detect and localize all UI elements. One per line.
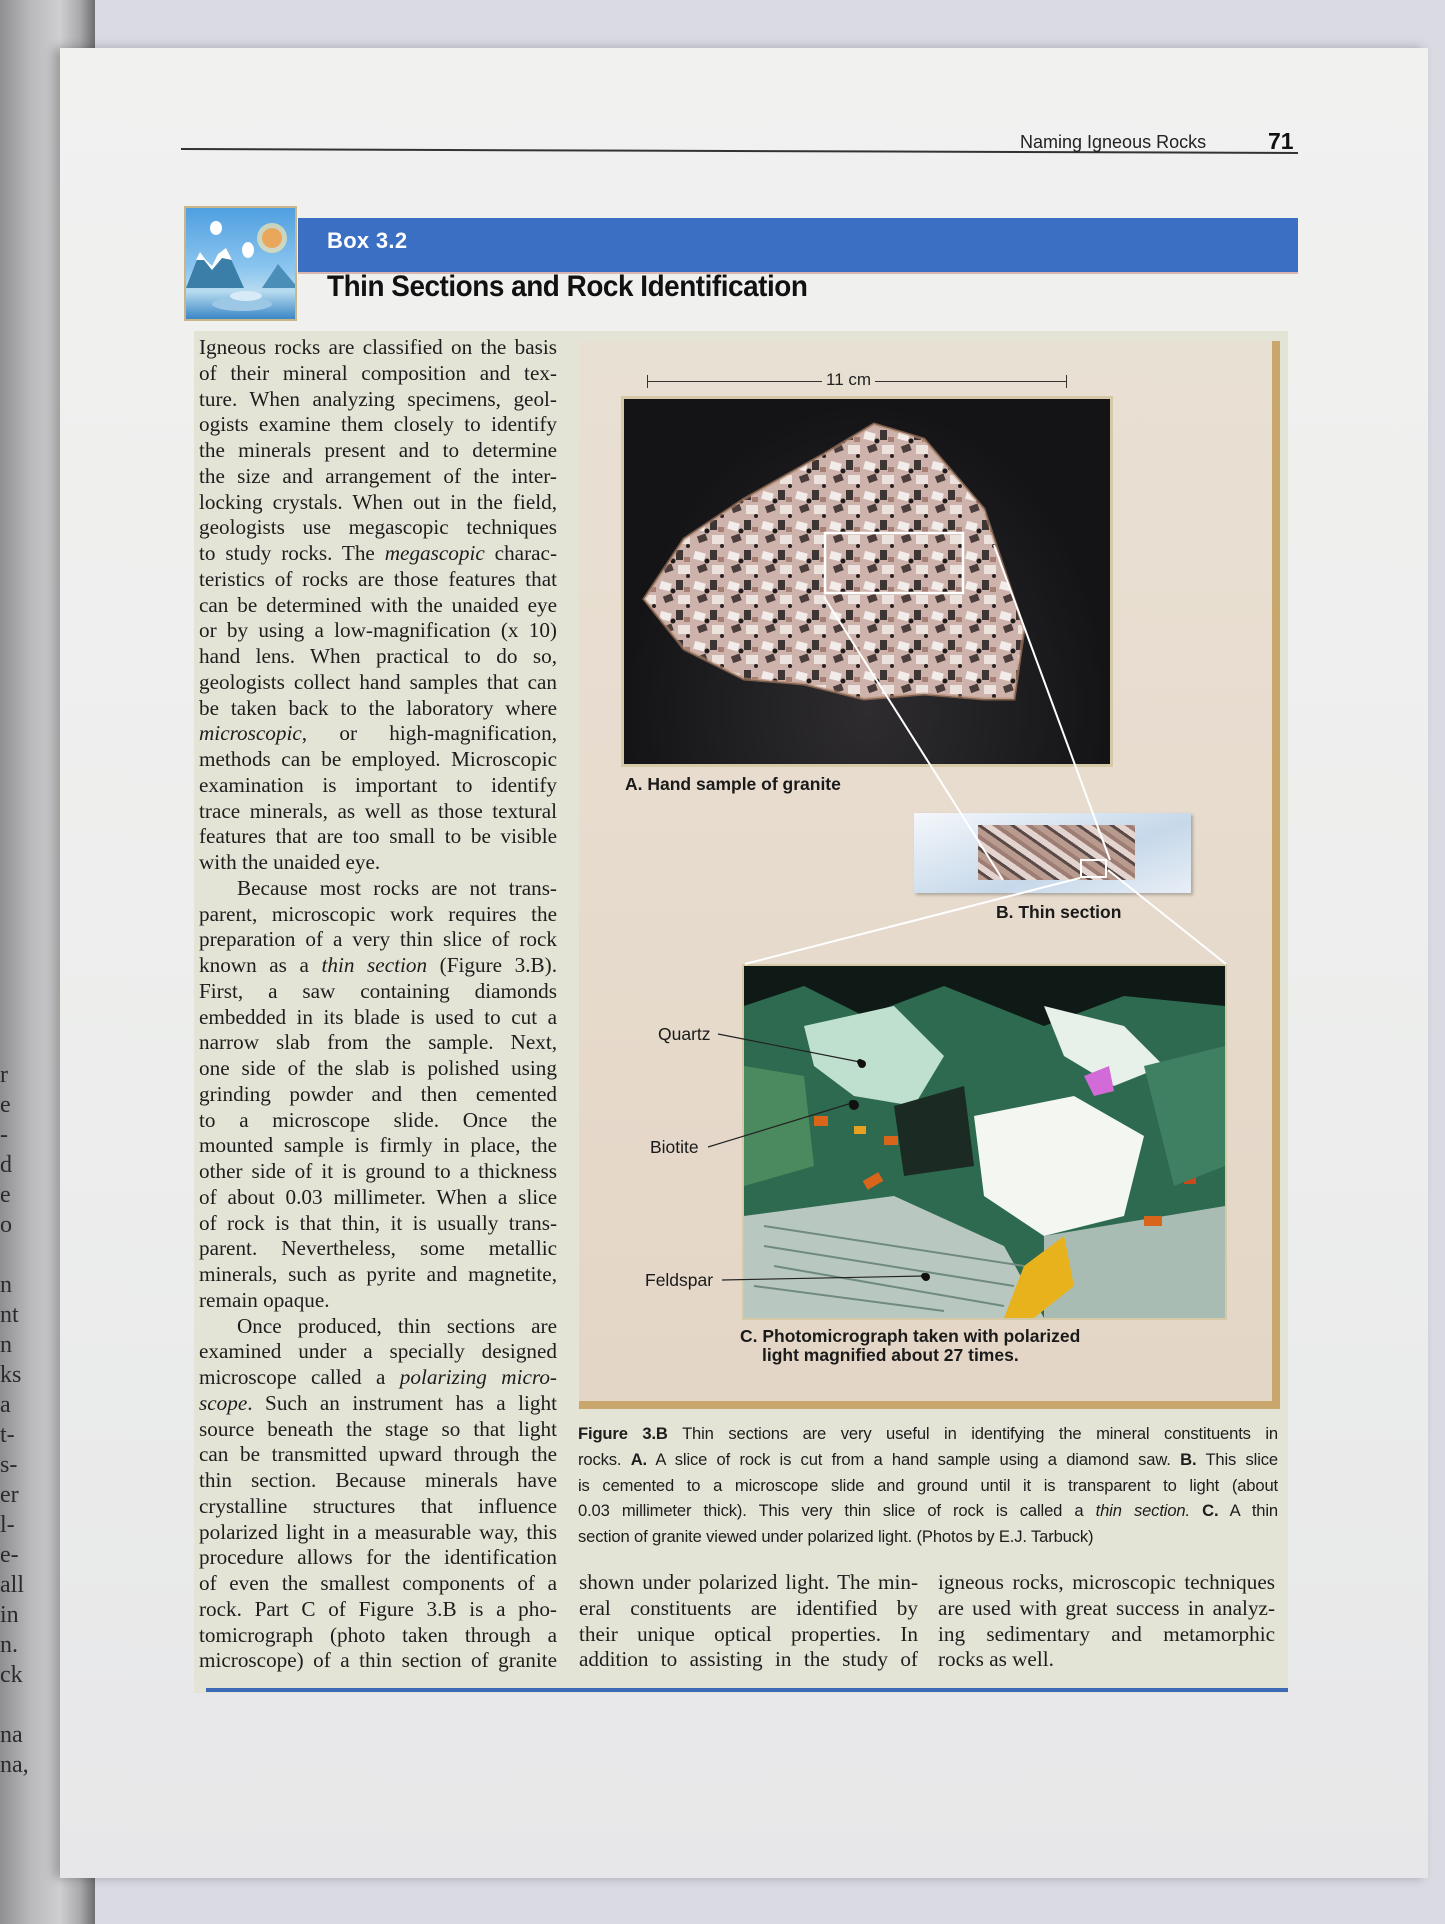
text-segment: scope bbox=[199, 1390, 248, 1415]
text-line bbox=[199, 1597, 557, 1623]
scale-label: 11 cm bbox=[822, 370, 875, 390]
box-header-bar bbox=[298, 218, 1298, 274]
photomicrograph bbox=[742, 964, 1227, 1320]
text-segment: A thin bbox=[1218, 1501, 1278, 1521]
facing-page-fragment: nt bbox=[0, 1302, 19, 1328]
facing-page-fragment: l- bbox=[0, 1512, 15, 1538]
text-line bbox=[199, 1339, 557, 1365]
text-segment: the minerals present and to determine bbox=[199, 438, 557, 462]
zoom-box-b bbox=[1080, 859, 1107, 878]
text-line bbox=[199, 1468, 557, 1494]
text-segment: First, a saw containing diamonds bbox=[199, 978, 557, 1003]
text-line bbox=[199, 490, 557, 516]
caption-a: A. Hand sample of granite bbox=[625, 774, 841, 794]
text-segment: crystalline structures that influence bbox=[199, 1493, 557, 1518]
scale-tick-right bbox=[1066, 375, 1067, 388]
text-segment: ture. When analyzing specimens, geol- bbox=[199, 386, 557, 411]
text-segment: thin section. Because minerals have bbox=[199, 1468, 557, 1492]
text-line bbox=[199, 1520, 557, 1546]
text-segment: Because most rocks are not trans- bbox=[237, 875, 557, 900]
text-segment: thin section. bbox=[1095, 1501, 1190, 1521]
text-segment: examination is important to identify bbox=[199, 772, 557, 797]
text-segment: features that are too small to be visible bbox=[199, 824, 557, 849]
label-quartz: Quartz bbox=[658, 1024, 711, 1044]
facing-page-fragment: s- bbox=[0, 1452, 18, 1478]
facing-page-fragment: na bbox=[0, 1722, 23, 1748]
text-segment: mounted sample is firmly in place, the bbox=[199, 1133, 557, 1158]
text-line bbox=[199, 1030, 557, 1056]
text-segment: Once produced, thin sections are bbox=[237, 1313, 557, 1338]
text-segment: locking crystals. When out in the field, bbox=[199, 489, 557, 514]
text-segment bbox=[1190, 1501, 1202, 1520]
text-line bbox=[199, 1005, 557, 1031]
text-line bbox=[199, 593, 557, 619]
text-line bbox=[199, 361, 557, 387]
text-segment: remain opaque. bbox=[199, 1287, 330, 1312]
text-line bbox=[578, 1449, 1278, 1475]
facing-page-fragment: n bbox=[0, 1272, 12, 1298]
text-line bbox=[199, 387, 557, 413]
caption-b: B. Thin section bbox=[996, 902, 1122, 922]
text-line bbox=[199, 1211, 557, 1237]
facing-page-fragment: n. bbox=[0, 1632, 18, 1658]
text-line bbox=[199, 1236, 557, 1262]
text-line bbox=[199, 902, 557, 928]
text-line bbox=[199, 1159, 557, 1185]
facing-page-fragment: er bbox=[0, 1482, 19, 1508]
text-segment: section of granite viewed under polarized light. (Photos by E.J. Tarbuck) bbox=[578, 1527, 1094, 1546]
text-line bbox=[199, 1623, 557, 1649]
text-segment: to study rocks. The bbox=[199, 541, 385, 565]
text-line bbox=[938, 1647, 1275, 1673]
text-segment: tomicrograph (photo taken through a bbox=[199, 1622, 557, 1647]
text-segment: (Figure 3.B). bbox=[427, 953, 558, 977]
text-line bbox=[938, 1596, 1275, 1622]
text-line bbox=[579, 1647, 918, 1673]
text-segment: A slice of rock is cut from a hand sample using a diamond saw. bbox=[647, 1449, 1181, 1469]
text-segment: . Such an instrument has a light bbox=[247, 1390, 557, 1415]
text-segment: microscopic bbox=[199, 721, 302, 746]
text-segment: addition to assisting in the study of bbox=[579, 1647, 918, 1672]
text-segment: their unique optical properties. In bbox=[579, 1621, 918, 1646]
text-line bbox=[199, 1648, 557, 1674]
text-line bbox=[199, 541, 557, 567]
label-feldspar: Feldspar bbox=[645, 1270, 714, 1290]
text-line bbox=[199, 515, 557, 541]
text-segment: Thin sections are very useful in identifying the mineral constituents in bbox=[667, 1424, 1279, 1443]
text-line bbox=[199, 1571, 557, 1597]
label-biotite: Biotite bbox=[650, 1137, 699, 1157]
landscape-icon bbox=[184, 206, 297, 321]
text-segment: ing sedimentary and metamorphic bbox=[938, 1621, 1275, 1646]
text-segment: is cemented to a microscope slide and ground until it is transparent to light (about bbox=[578, 1475, 1278, 1495]
text-line bbox=[199, 876, 557, 902]
text-segment: polarized light in a measurable way, this bbox=[199, 1519, 557, 1544]
text-line bbox=[199, 1494, 557, 1520]
text-segment: grinding powder and then cemented bbox=[199, 1081, 557, 1106]
text-line bbox=[199, 412, 557, 438]
text-segment: rocks. bbox=[578, 1449, 631, 1469]
text-line bbox=[199, 1417, 557, 1443]
text-segment: eral constituents are identified by bbox=[579, 1595, 918, 1620]
text-segment: rock. Part C of Figure 3.B is a pho- bbox=[199, 1596, 557, 1621]
page-number: 71 bbox=[1268, 128, 1294, 154]
text-line bbox=[199, 644, 557, 670]
text-segment: procedure allows for the identification bbox=[199, 1545, 557, 1570]
text-segment: geologists use megascopic techniques bbox=[199, 515, 557, 540]
text-segment: methods can be employed. Microscopic bbox=[199, 747, 557, 771]
text-line bbox=[578, 1423, 1278, 1449]
text-segment: shown under polarized light. The min- bbox=[579, 1570, 918, 1594]
text-line bbox=[578, 1500, 1278, 1526]
scale-bar bbox=[647, 370, 1067, 394]
facing-page-fragment bbox=[0, 1240, 40, 1270]
text-segment: of rock is that thin, it is usually trans- bbox=[199, 1210, 557, 1235]
text-segment: thin section bbox=[321, 953, 428, 977]
text-segment: other side of it is ground to a thickness bbox=[199, 1159, 557, 1183]
text-line bbox=[199, 1442, 557, 1468]
body-text-left-column bbox=[199, 335, 557, 1674]
text-segment: or by using a low-magnification (x 10) bbox=[199, 618, 557, 643]
thin-section-sample bbox=[978, 825, 1135, 880]
text-segment: This slice bbox=[1196, 1449, 1278, 1469]
body-text-bottom-column-2 bbox=[938, 1570, 1275, 1673]
facing-page-fragment: e bbox=[0, 1092, 11, 1118]
text-segment: embedded in its blade is used to cut a bbox=[199, 1004, 557, 1029]
text-segment: one side of the slab is polished using bbox=[199, 1056, 557, 1080]
text-segment: , or high-magnification, bbox=[301, 721, 557, 746]
granite-hand-sample-photo bbox=[621, 396, 1113, 767]
text-line bbox=[579, 1570, 918, 1596]
facing-page-fragment: in bbox=[0, 1602, 19, 1628]
caption-c-line-1: C. Photomicrograph taken with polarized bbox=[740, 1326, 1081, 1346]
text-line bbox=[199, 747, 557, 773]
text-line bbox=[199, 696, 557, 722]
text-line bbox=[199, 438, 557, 464]
scale-tick-left bbox=[647, 375, 648, 388]
text-segment: B. bbox=[1180, 1449, 1197, 1469]
text-segment: trace minerals, as well as those textural bbox=[199, 798, 557, 823]
text-line bbox=[199, 335, 557, 361]
text-segment: megascopic bbox=[384, 541, 485, 565]
facing-page-fragment: o bbox=[0, 1212, 12, 1238]
text-segment: C. bbox=[1202, 1501, 1219, 1521]
facing-page-fragment: t- bbox=[0, 1422, 15, 1448]
text-line bbox=[578, 1475, 1278, 1501]
text-line bbox=[199, 721, 557, 747]
text-segment: preparation of a very thin slice of rock bbox=[199, 927, 557, 952]
text-segment: Figure 3.B bbox=[578, 1424, 668, 1443]
text-segment: are used with great success in analyz- bbox=[938, 1595, 1275, 1620]
text-line bbox=[199, 1365, 557, 1391]
text-line bbox=[199, 1056, 557, 1082]
text-segment: rocks as well. bbox=[938, 1647, 1054, 1672]
text-line bbox=[579, 1622, 918, 1648]
text-segment: parent, microscopic work requires the bbox=[199, 901, 557, 926]
box-title: Thin Sections and Rock Identification bbox=[327, 270, 808, 303]
text-line bbox=[199, 953, 557, 979]
text-line bbox=[199, 1133, 557, 1159]
text-segment: microscope called a bbox=[199, 1365, 400, 1389]
text-segment: polarizing micro- bbox=[399, 1365, 557, 1389]
text-line bbox=[199, 1288, 557, 1314]
text-line bbox=[199, 567, 557, 593]
text-segment: known as a bbox=[199, 953, 322, 977]
text-segment: charac- bbox=[484, 541, 558, 565]
text-segment: can be determined with the unaided eye bbox=[199, 592, 557, 617]
facing-page-fragment: n bbox=[0, 1332, 12, 1358]
body-text-bottom-column-1 bbox=[579, 1570, 918, 1673]
text-segment: narrow slab from the sample. Next, bbox=[199, 1030, 557, 1055]
text-segment: minerals, such as pyrite and magnetite, bbox=[199, 1262, 557, 1286]
text-line bbox=[199, 618, 557, 644]
text-segment: hand lens. When practical to do so, bbox=[199, 644, 557, 668]
facing-page-fragment bbox=[0, 1690, 40, 1720]
text-line bbox=[578, 1526, 1278, 1552]
text-line bbox=[199, 1314, 557, 1340]
text-segment: teristics of rocks are those features that bbox=[199, 566, 557, 591]
facing-page-text-fragments bbox=[0, 1060, 40, 1780]
text-segment: microscope) of a thin section of granite bbox=[199, 1648, 557, 1673]
text-segment: parent. Nevertheless, some metallic bbox=[199, 1236, 557, 1261]
text-segment: to a microscope slide. Once the bbox=[199, 1107, 557, 1132]
figure-caption bbox=[578, 1423, 1278, 1552]
facing-page-fragment: - bbox=[0, 1122, 8, 1148]
text-line bbox=[199, 1082, 557, 1108]
facing-page-fragment: r bbox=[0, 1062, 8, 1088]
text-line bbox=[199, 850, 557, 876]
text-line bbox=[579, 1596, 918, 1622]
text-line bbox=[199, 1545, 557, 1571]
facing-page-fragment: ck bbox=[0, 1662, 23, 1688]
text-line bbox=[199, 1391, 557, 1417]
box-label: Box 3.2 bbox=[327, 228, 408, 253]
text-segment: examined under a specially designed bbox=[199, 1339, 557, 1364]
text-line bbox=[199, 979, 557, 1005]
caption-c bbox=[740, 1327, 1080, 1365]
facing-page-fragment: e- bbox=[0, 1542, 19, 1568]
text-line bbox=[199, 1108, 557, 1134]
text-line bbox=[199, 799, 557, 825]
text-segment: igneous rocks, microscopic techniques bbox=[938, 1570, 1275, 1594]
text-line bbox=[199, 773, 557, 799]
text-segment: of even the smallest components of a bbox=[199, 1571, 557, 1595]
text-segment: of about 0.03 millimeter. When a slice bbox=[199, 1184, 557, 1209]
text-line bbox=[199, 824, 557, 850]
text-segment: 0.03 millimeter thick). This very thin slice of rock is called a bbox=[578, 1501, 1096, 1521]
text-line bbox=[199, 1262, 557, 1288]
text-line bbox=[938, 1622, 1275, 1648]
text-segment: the size and arrangement of the inter- bbox=[199, 463, 557, 488]
facing-page-fragment: d bbox=[0, 1152, 12, 1178]
facing-page-fragment: a bbox=[0, 1392, 11, 1418]
text-segment: can be transmitted upward through the bbox=[199, 1442, 557, 1467]
text-segment: be taken back to the laboratory where bbox=[199, 695, 557, 720]
box-bottom-rule bbox=[206, 1688, 1288, 1692]
caption-c-line-2: light magnified about 27 times. bbox=[762, 1345, 1019, 1365]
facing-page-fragment: na, bbox=[0, 1752, 29, 1778]
text-segment: source beneath the stage so that light bbox=[199, 1416, 557, 1441]
text-segment: A. bbox=[630, 1449, 647, 1469]
thin-section-slide bbox=[914, 813, 1191, 893]
facing-page-fragment: ks bbox=[0, 1362, 22, 1388]
text-line bbox=[199, 670, 557, 696]
running-head: Naming Igneous Rocks bbox=[1020, 132, 1207, 152]
text-line bbox=[199, 1185, 557, 1211]
text-segment: of their mineral composition and tex- bbox=[199, 360, 557, 385]
text-segment: ogists examine them closely to identify bbox=[199, 412, 557, 437]
text-segment: geologists collect hand samples that can bbox=[199, 669, 557, 694]
text-line bbox=[199, 927, 557, 953]
facing-page-fragment: all bbox=[0, 1572, 24, 1598]
text-segment: Igneous rocks are classified on the basis bbox=[199, 335, 557, 359]
text-line bbox=[938, 1570, 1275, 1596]
text-line bbox=[199, 464, 557, 490]
text-segment: with the unaided eye. bbox=[199, 850, 381, 874]
facing-page-fragment: e bbox=[0, 1182, 11, 1208]
